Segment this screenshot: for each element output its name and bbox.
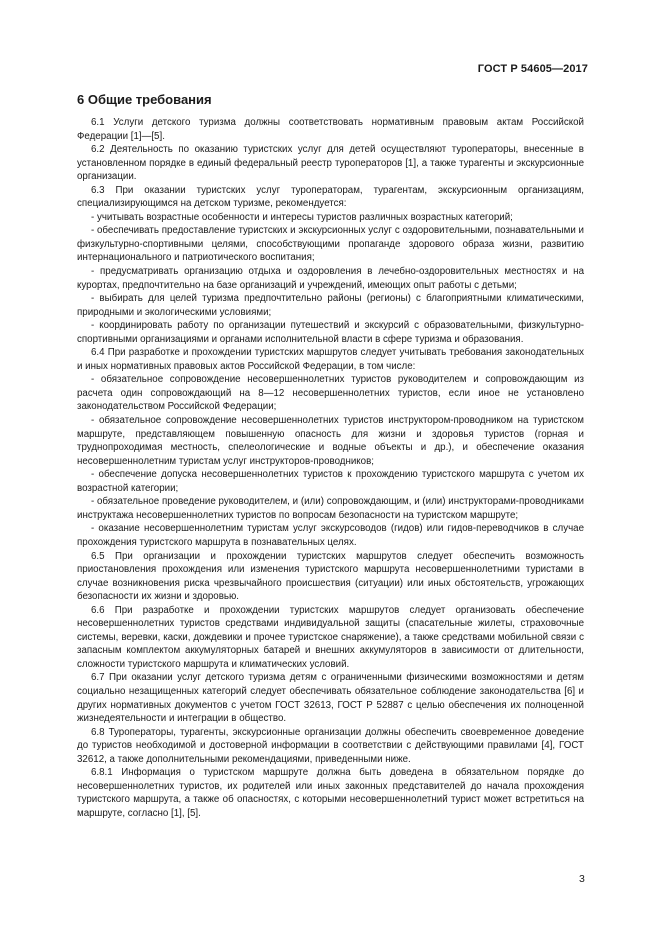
paragraph-6-2: 6.2 Деятельность по оказанию туристских услуг для детей осуществляют туроператоры, внесенные в установленном порядке в единый федеральный реестр туроператоров [1], а также турагенты и экскурсионные организации. (77, 144, 584, 183)
paragraph-6-8-1: 6.8.1 Информация о туристском маршруте должна быть доведена в обязательном порядке до несовершеннолетних туристов, их родителей или иных законных представителей до начала прохождения туристского маршрута, а также об опасностях, с которыми несовершеннолетний турист может встретиться на маршруте, согласно [1], [5]. (77, 767, 584, 819)
paragraph-6-6: 6.6 При разработке и прохождении туристских маршрутов следует организовать обеспечение несовершеннолетних туристов средствами индивидуальной защиты (спасательные жилеты, страховочные системы, веревки, каски, дождевики и прочее туристское снаряжение), а также средствами мобильной связи с запасным комплектом аккумуляторных батарей и внешних аккумуляторов в зависимости от длительности, сложности туристского маршрута и климатических условий. (77, 604, 584, 670)
paragraph-6-8: 6.8 Туроператоры, турагенты, экскурсионные организации должны обеспечить своевременное доведение до туристов необходимой и достоверной информации в соответствии с действующими правилами [4], ГОСТ 32612, а также дополнительными рекомендациями, приведенными ниже. (77, 726, 584, 765)
paragraph-6-5: 6.5 При организации и прохождении туристских маршрутов следует обеспечить возможность приостановления прохождения или изменения туристского маршрута несовершеннолетними туристами в случае возникновения риска чрезвычайного происшествия (ситуации) или иных обстоятельств, угрожающих безопасности их жизни и здоровью. (77, 550, 584, 603)
paragraph-6-1: 6.1 Услуги детского туризма должны соответствовать нормативным правовым актам Российской Федерации [1]—[5]. (77, 117, 584, 142)
list-item: - предусматривать организацию отдыха и оздоровления в лечебно-оздоровительных местностях и на курортах, предпочтительно на базе организаций и учреждений, имеющих опыт работы с детьми; (77, 266, 584, 291)
list-item: - обязательное проведение руководителем, и (или) сопровождающим, и (или) инструкторами-проводниками инструктажа несовершеннолетних туристов по вопросам безопасности на туристском маршруте; (77, 496, 584, 521)
list-item: - обеспечение допуска несовершеннолетних туристов к прохождению туристского маршрута с учетом их возрастной категории; (77, 469, 584, 494)
paragraph-6-3: 6.3 При оказании туристских услуг туроператорам, турагентам, экскурсионным организациям, специализирующимся на детском туризме, рекомендуется: (77, 184, 584, 210)
paragraph-6-7: 6.7 При оказании услуг детского туризма детям с ограниченными физическими возможностями и детям социально незащищенных категорий следует обеспечивать обязательное соблюдение законодательства [6] и других нормативных документов с учетом ГОСТ 32613, ГОСТ Р 52887 с целью обеспечения их полноценной жизнедеятельности и интеграции в общество. (77, 672, 584, 725)
standard-code: ГОСТ Р 54605—2017 (477, 63, 588, 75)
paragraph-6-4: 6.4 При разработке и прохождении туристских маршрутов следует учитывать требования законодательных и иных нормативных правовых актов Российской Федерации, в том числе: (77, 347, 584, 372)
page-number: 3 (579, 873, 585, 885)
section-body (77, 116, 584, 820)
list-item: - учитывать возрастные особенности и интересы туристов различных возрастных категорий; (91, 211, 513, 223)
list-item: - обязательное сопровождение несовершеннолетних туристов руководителем и сопровождающим из расчета один сопровождающий на 8—12 несовершеннолетних туристов, если иное не установлено законодательством Российской Федерации; (77, 374, 584, 413)
list-item: - обязательное сопровождение несовершеннолетних туристов инструктором-проводником на туристском маршруте, представляющем повышенную опасность для жизни и здоровья туристов (горная и труднопроходимая местность, спелеологические и водные объекты и др.), и обеспечение оказания несовершеннолетним туристам услуг инструкторов-проводников; (77, 415, 584, 467)
list-item: - координировать работу по организации путешествий и экскурсий с образовательными, физкультурно-спортивными организациями и органами исполнительной власти в сфере туризма и образования. (77, 320, 584, 345)
list-item: - выбирать для целей туризма предпочтительно районы (регионы) с благоприятными климатическими, природными и экологическими условиями; (77, 293, 584, 318)
section-title: 6 Общие требования (77, 92, 212, 107)
list-item: - обеспечивать предоставление туристских и экскурсионных услуг с оздоровительными, познавательными и физкультурно-спортивными целями, способствующими пропаганде здорового образа жизни, развитию интернационального и патриотического воспитания; (77, 225, 584, 264)
list-item: - оказание несовершеннолетним туристам услуг экскурсоводов (гидов) или гидов-переводчиков в случае прохождения туристского маршрута в познавательных целях. (77, 523, 584, 548)
